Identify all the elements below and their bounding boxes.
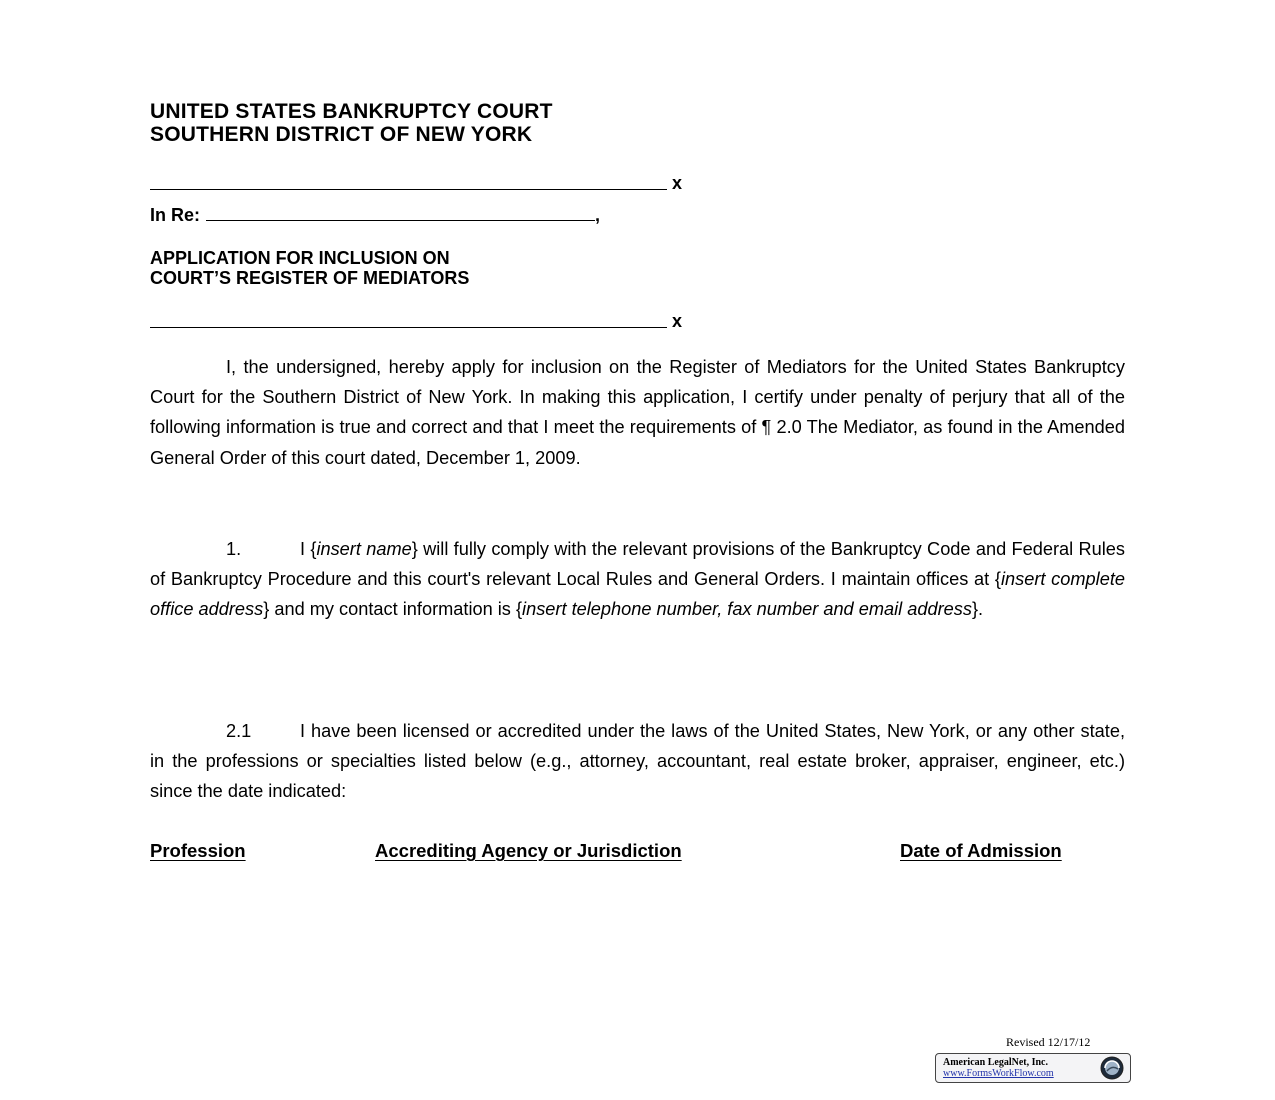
in-re-label: In Re: <box>150 205 201 225</box>
in-re-comma: , <box>595 205 601 225</box>
item-1-text: I { <box>300 539 317 559</box>
application-title-line1: APPLICATION FOR INCLUSION ON <box>150 248 450 268</box>
insert-name-field: insert name <box>316 539 412 559</box>
court-district: SOUTHERN DISTRICT OF NEW YORK <box>150 123 533 146</box>
agency-header: Accrediting Agency or Jurisdiction <box>375 840 682 861</box>
item-1-number: 1. <box>226 539 242 559</box>
item-2-1-text: I have been licensed or accredited under the laws of the United States, New York, or any other state, in the professions or specialties listed below (e.g., attorney, accountant, real estate broker, appraiser, engineer, etc.) since the date indicated: <box>150 721 1125 802</box>
globe-icon <box>1100 1056 1124 1080</box>
insert-office-address-field: insert complete office address <box>150 569 1125 620</box>
item-1-text: } and my contact information is { <box>263 599 523 620</box>
in-re-line <box>150 205 600 226</box>
publisher-name: American LegalNet, Inc. <box>943 1057 1048 1068</box>
profession-header: Profession <box>150 840 246 861</box>
intro-text: I, the undersigned, hereby apply for inclusion on the Register of Mediators for the United States Bankruptcy Court for the Southern District of New York. In making this application, I certify under penalty of perjury that all of the following information is true and correct and that I meet the requirements of ¶ 2.0 The Mediator, as found in the Amended General Order of this court dated, December 1, 2009. <box>150 357 1125 468</box>
debtor-name-blank[interactable] <box>206 206 595 221</box>
caption-x-mark: x <box>671 173 682 193</box>
application-title <box>150 248 469 288</box>
item-1-text: }. <box>971 599 984 620</box>
item-2-1-number: 2.1 <box>226 721 252 741</box>
item-1-paragraph <box>150 534 1125 625</box>
caption-bottom-rule <box>150 308 682 330</box>
intro-paragraph <box>150 352 1125 473</box>
revised-date: Revised 12/17/12 <box>1006 1035 1091 1049</box>
publisher-logo[interactable] <box>935 1053 1131 1083</box>
insert-contact-info-field: insert telephone number, fax number and email address <box>522 599 972 620</box>
item-2-1-paragraph <box>150 716 1125 807</box>
caption-rule-line <box>150 327 667 328</box>
caption-x-mark: x <box>671 311 682 331</box>
application-title-line2: COURT’S REGISTER OF MEDIATORS <box>150 268 470 288</box>
table-header-row <box>150 840 1125 864</box>
caption-top-rule <box>150 170 682 192</box>
item-1-text: } will fully comply with the relevant provisions of the Bankruptcy Code and Federal Rules of Bankruptcy Procedure and this court's relevant Local Rules and General Orders. I maintain offices at { <box>150 539 1125 590</box>
publisher-url-link[interactable]: www.FormsWorkFlow.com <box>943 1068 1054 1079</box>
court-heading <box>150 100 553 146</box>
date-of-admission-header: Date of Admission <box>900 840 1062 861</box>
caption-rule-line <box>150 189 667 190</box>
court-name: UNITED STATES BANKRUPTCY COURT <box>150 100 553 123</box>
